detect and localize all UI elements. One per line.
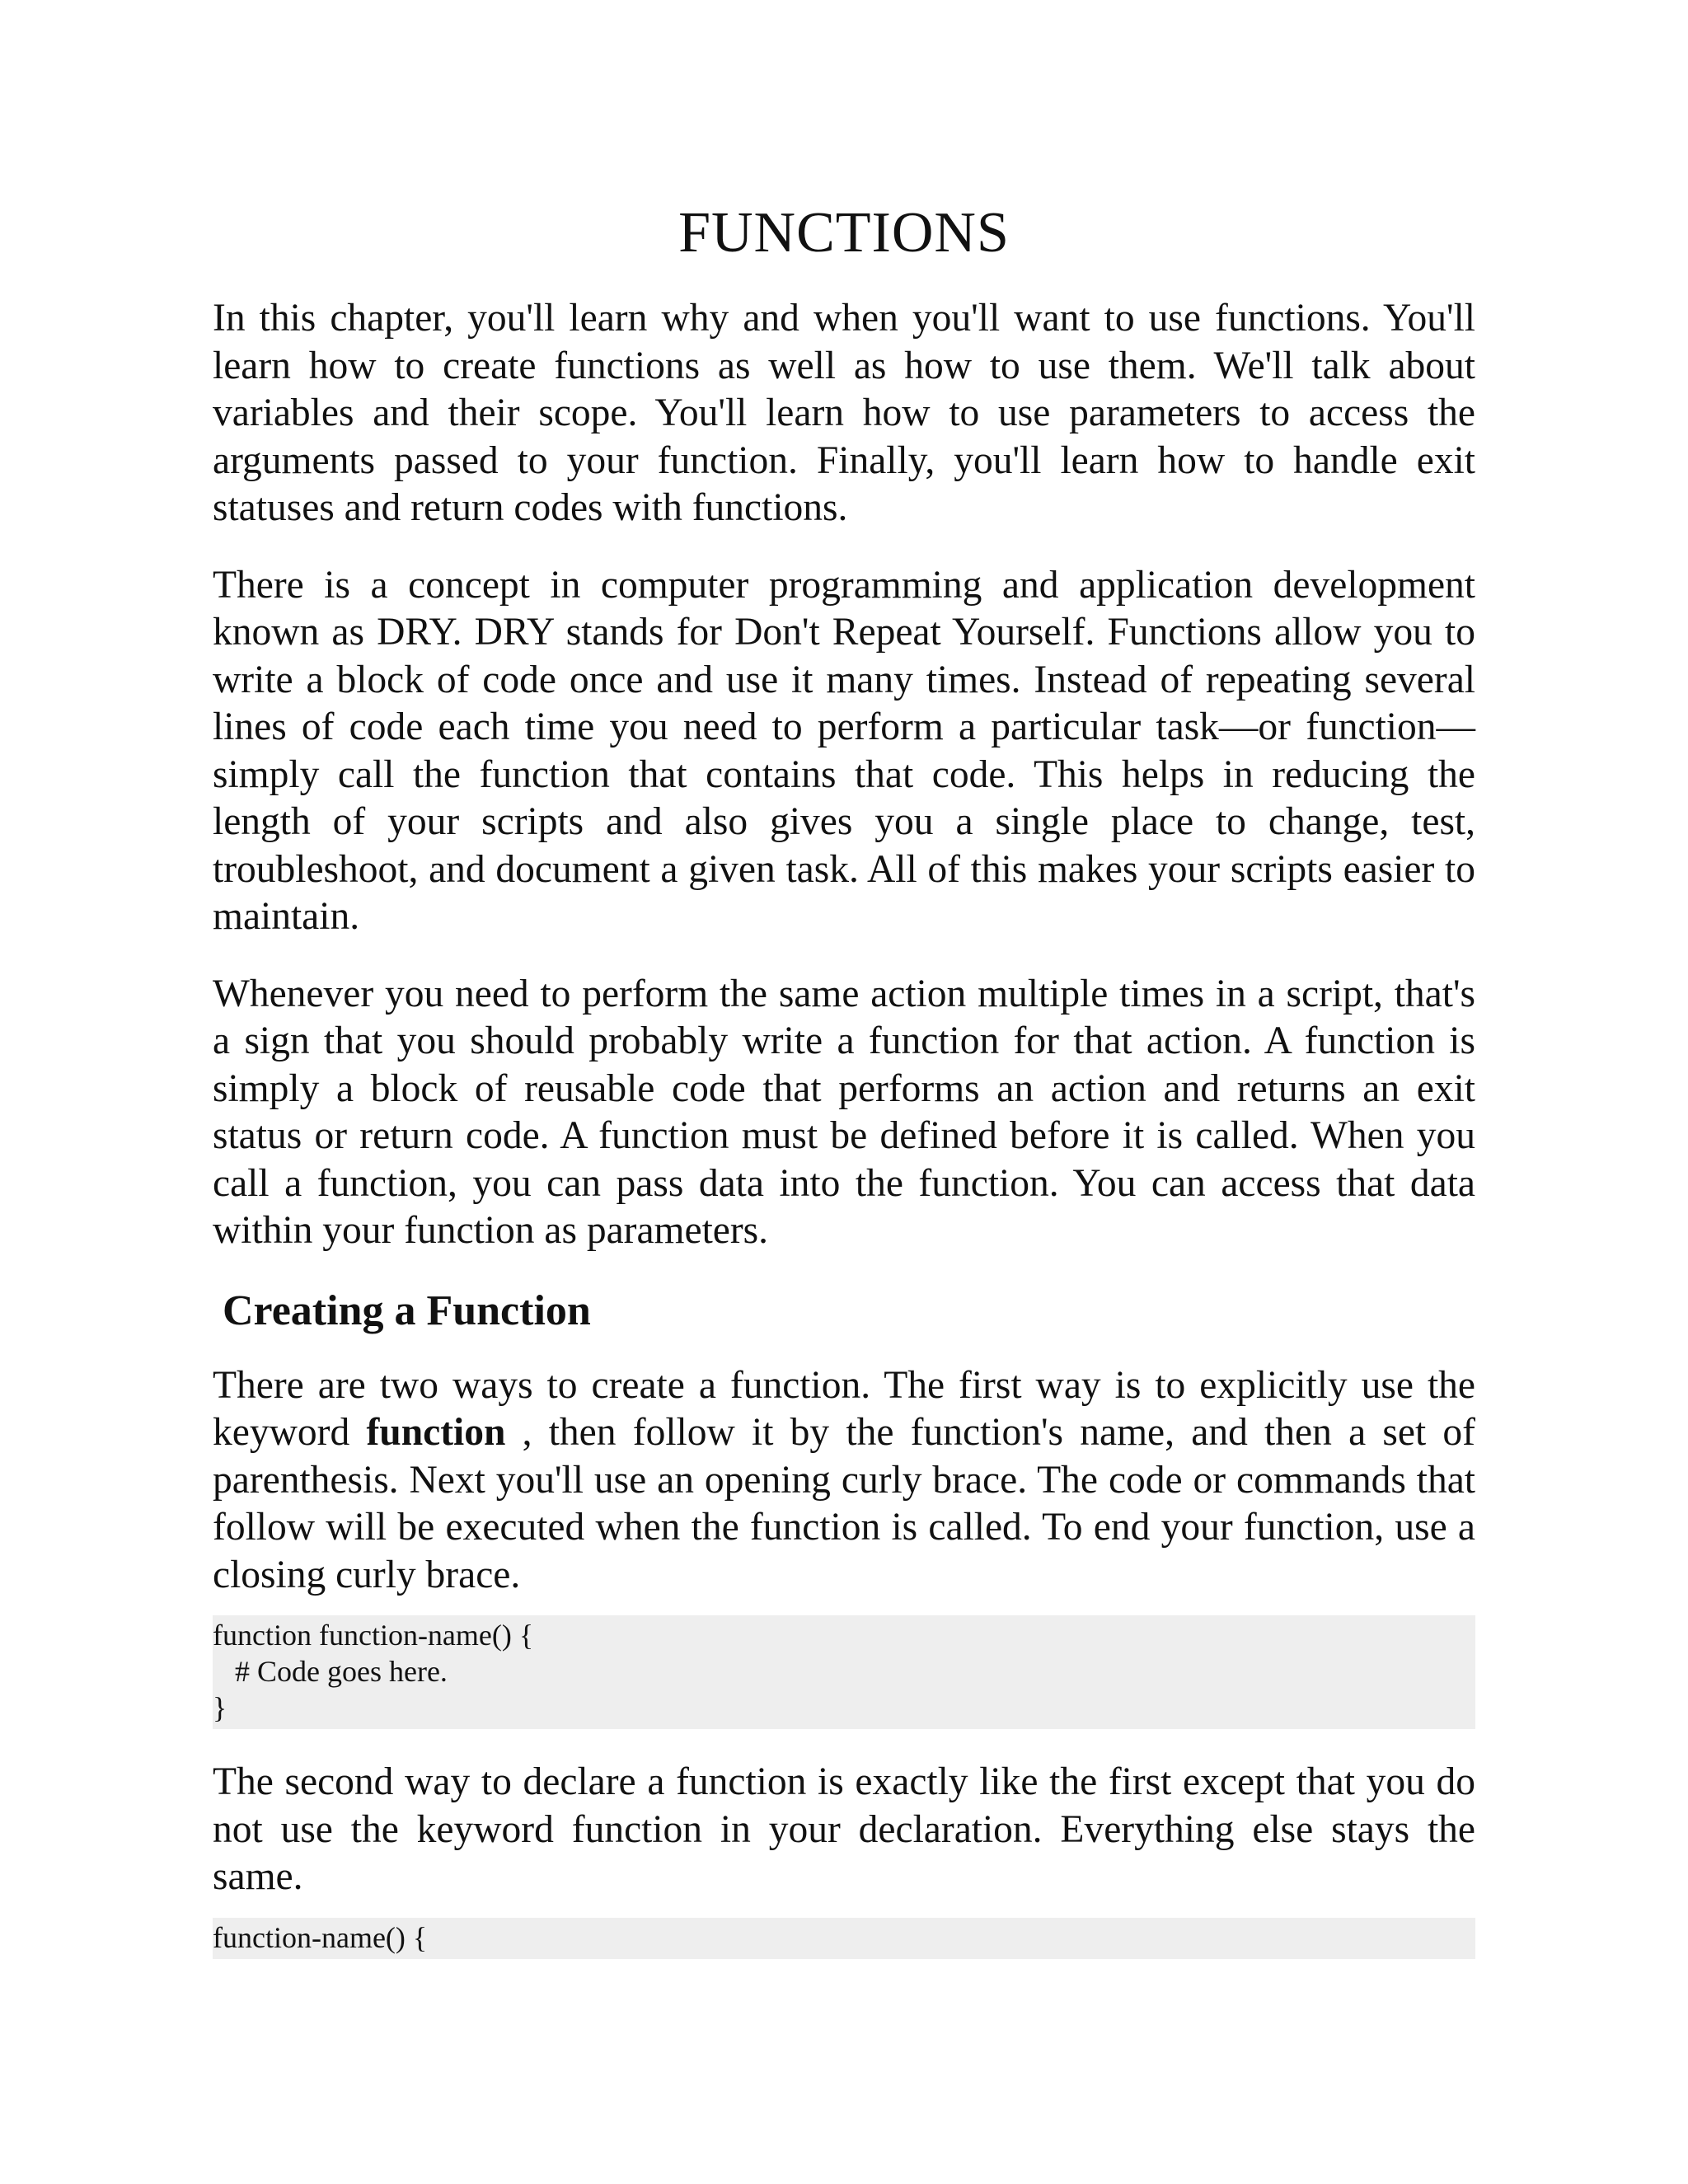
code-line: # Code goes here. bbox=[213, 1655, 448, 1688]
intro-paragraph: In this chapter, you'll learn why and when you'll want to use functions. You'll learn how to create functions as well as how to use them. We'll talk about variables and their scope. You'll learn how to use parameters to access the arguments passed to your function. Finally, you'll learn how to handle exit statuses and return codes with functions. bbox=[213, 297, 1475, 529]
whenever-paragraph: Whenever you need to perform the same action multiple times in a script, that's a sign that you should probably write a function for that action. A function is simply a block of reusable code that performs an action and returns an exit status or return code. A function must be defined before it is called. When you call a function, you can pass data into the function. You can access that data within your function as parameters. bbox=[213, 972, 1475, 1252]
code-block-2 bbox=[213, 1918, 1475, 1959]
chapter-title: FUNCTIONS bbox=[678, 201, 1010, 265]
second-way-paragraph: The second way to declare a function is exactly like the first except that you do not use the keyword function in your declaration. Everything else stays the same. bbox=[213, 1760, 1475, 1898]
keyword-function: function bbox=[366, 1411, 506, 1454]
document-page bbox=[213, 198, 1475, 1959]
create-function-paragraph bbox=[213, 1362, 1475, 1600]
paragraph-text-after: , then follow it by the function's name, and then a set of parenthesis. Next you'll use an opening curly brace. The code or commands that follow will be executed when the function is called. To end your function, use a closing curly brace. bbox=[213, 1411, 1475, 1596]
section-heading: Creating a Function bbox=[223, 1286, 591, 1334]
dry-paragraph: There is a concept in computer programming and application development known as DRY. DRY stands for Don't Repeat Yourself. Functions allow you to write a block of code once and use it many times. Instead of repeating several lines of code each time you need to perform a particular task—or function—simply call the function that contains that code. This helps in reducing the length of your scripts and also gives you a single place to change, test, troubleshoot, and document a given task. All of this makes your scripts easier to maintain. bbox=[213, 563, 1475, 938]
code-line: function-name() { bbox=[213, 1920, 428, 1954]
paragraph-text-before: There are two ways to create a function. The first way is to explicitly use the keyword bbox=[213, 1363, 1475, 1454]
code-block-1 bbox=[213, 1615, 1475, 1729]
code-line: function function-name() { bbox=[213, 1619, 534, 1652]
code-line: } bbox=[213, 1691, 227, 1724]
